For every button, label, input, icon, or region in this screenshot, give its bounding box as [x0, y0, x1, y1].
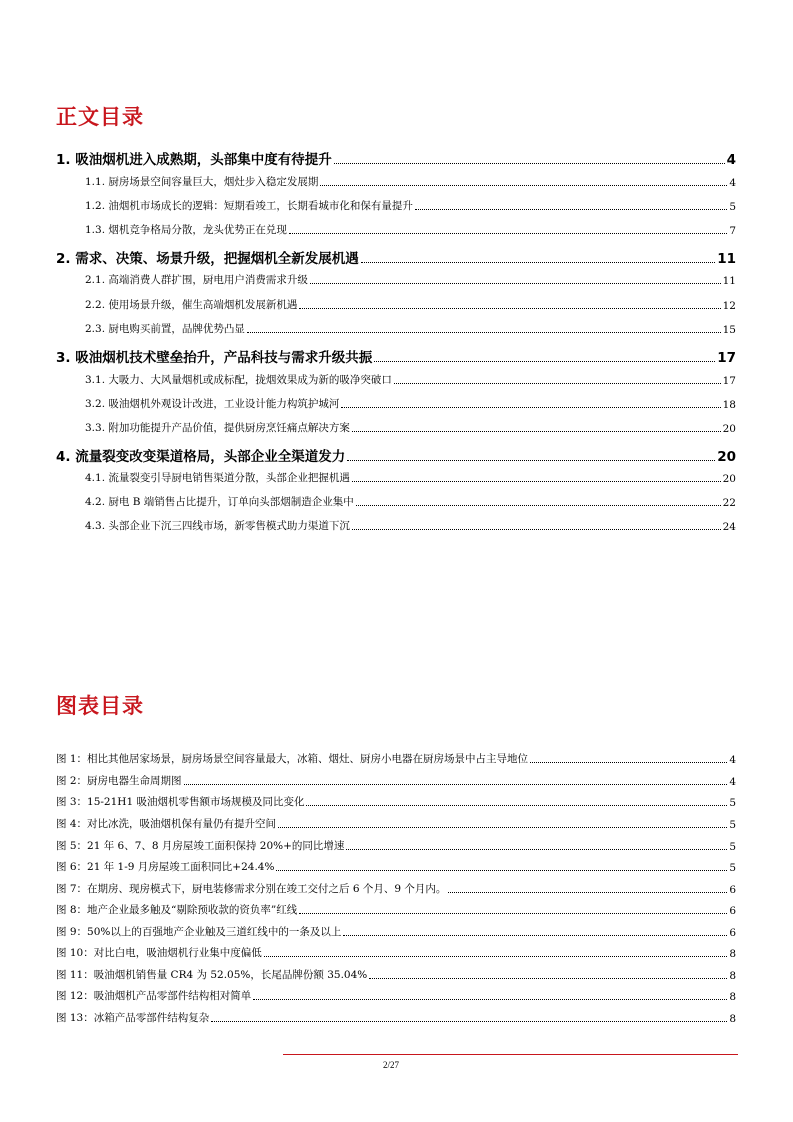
figure-entry[interactable] [56, 881, 736, 896]
toc-section-entry-label: 3.2. 吸油烟机外观设计改进，工业设计能力构筑护城河 [85, 398, 340, 410]
figure-entry[interactable] [56, 773, 736, 788]
toc-section-entry-page-number: 24 [722, 521, 736, 533]
toc-section-entry[interactable] [56, 420, 736, 435]
dot-leader [415, 209, 727, 210]
toc-section-entry-label: 4.3. 头部企业下沉三四线市场，新零售模式助力渠道下沉 [85, 520, 350, 532]
toc-section-entry-page-number: 18 [722, 399, 736, 411]
dot-leader [289, 233, 727, 234]
toc-section-entry-label: 3.3. 附加功能提升产品价值，提供厨房烹饪痛点解决方案 [85, 422, 350, 434]
toc-section-entry[interactable] [56, 222, 736, 237]
figure-entry[interactable] [56, 988, 736, 1003]
figure-entry-label: 图 11：吸油烟机销售量 CR4 为 52.05%，长尾品牌份额 35.04% [56, 969, 368, 981]
figure-entry-label: 图 1：相比其他居家场景，厨房场景空间容量最大，冰箱、烟灶、厨房小电器在厨房场景中占主导地位 [56, 753, 529, 765]
dot-leader [361, 262, 715, 263]
toc-section-entry-page-number: 20 [722, 423, 736, 435]
figure-entry-page-number: 5 [729, 862, 736, 874]
dot-leader [374, 361, 715, 362]
dot-leader [356, 505, 721, 506]
dot-leader [346, 849, 727, 850]
dot-leader [310, 283, 721, 284]
toc-section-entry[interactable] [56, 396, 736, 411]
toc-section-entry-page-number: 5 [729, 201, 736, 213]
toc-section-entry[interactable] [56, 494, 736, 509]
figure-entry-page-number: 4 [729, 754, 736, 766]
toc-section-entry-page-number: 7 [729, 225, 736, 237]
figure-entry-label: 图 2：厨房电器生命周期图 [56, 775, 182, 787]
figure-entry-page-number: 5 [729, 819, 736, 831]
figure-entry-label: 图 7：在期房、现房模式下，厨电装修需求分别在竣工交付之后 6 个月、9 个月内。 [56, 883, 447, 895]
figure-entry[interactable] [56, 902, 736, 917]
dot-leader [343, 935, 727, 936]
toc-chapter-entry-page-number: 20 [717, 449, 736, 465]
figure-entry-label: 图 12：吸油烟机产品零部件结构相对简单 [56, 990, 252, 1002]
toc-section-entry-label: 1.2. 油烟机市场成长的逻辑：短期看竣工，长期看城市化和保有量提升 [85, 200, 413, 212]
toc-chapter-entry-label: 1. 吸油烟机进入成熟期，头部集中度有待提升 [56, 152, 332, 168]
toc-chapter-entry-page-number: 4 [726, 152, 736, 168]
figure-entry[interactable] [56, 967, 736, 982]
toc-section-entry-page-number: 17 [722, 375, 736, 387]
dot-leader [276, 870, 727, 871]
figure-entry-label: 图 3：15-21H1 吸油烟机零售额市场规模及同比变化 [56, 796, 305, 808]
footer-divider [283, 1054, 738, 1055]
toc-chapter-entry[interactable] [56, 148, 736, 168]
dot-leader [352, 529, 721, 530]
figure-entry-page-number: 8 [729, 970, 736, 982]
dot-leader [530, 762, 727, 763]
figure-entry[interactable] [56, 1010, 736, 1025]
figure-entry-label: 图 9：50%以上的百强地产企业触及三道红线中的一条及以上 [56, 926, 342, 938]
dot-leader [448, 892, 727, 893]
toc-section-entry-label: 1.3. 烟机竞争格局分散，龙头优势正在兑现 [85, 224, 287, 236]
toc-section-entry-label: 4.1. 流量裂变引导厨电销售渠道分散，头部企业把握机遇 [85, 472, 350, 484]
figure-entry-page-number: 6 [729, 884, 736, 896]
toc-section-entry-label: 2.3. 厨电购买前置，品牌优势凸显 [85, 323, 245, 335]
toc-section-entry-page-number: 20 [722, 473, 736, 485]
figure-entry-page-number: 6 [729, 905, 736, 917]
toc-section-entry-page-number: 22 [722, 497, 736, 509]
figure-entry[interactable] [56, 924, 736, 939]
toc-section-entry[interactable] [56, 518, 736, 533]
figure-entry[interactable] [56, 838, 736, 853]
dot-leader [299, 913, 727, 914]
toc-section-entry-page-number: 12 [722, 300, 736, 312]
toc-title: 正文目录 [56, 105, 144, 129]
figure-entry-page-number: 4 [729, 776, 736, 788]
toc-section-entry[interactable] [56, 321, 736, 336]
dot-leader [352, 481, 721, 482]
figure-entry-page-number: 8 [729, 1013, 736, 1025]
dot-leader [264, 956, 728, 957]
figure-entry-page-number: 8 [729, 991, 736, 1003]
dot-leader [341, 407, 720, 408]
dot-leader [352, 431, 721, 432]
toc-chapter-entry-label: 3. 吸油烟机技术壁垒抬升，产品科技与需求升级共振 [56, 350, 373, 366]
figure-entry[interactable] [56, 859, 736, 874]
toc-section-entry-label: 3.1. 大吸力、大风量烟机或成标配，拢烟效果成为新的吸净突破口 [85, 374, 392, 386]
dot-leader [334, 163, 725, 164]
figure-entry-label: 图 8：地产企业最多触及“剔除预收款的资负率”红线 [56, 904, 298, 916]
figure-entry-label: 图 13：冰箱产品零部件结构复杂 [56, 1012, 210, 1024]
toc-section-entry[interactable] [56, 174, 736, 189]
toc-section-entry-label: 4.2. 厨电 B 端销售占比提升，订单向头部烟制造企业集中 [85, 496, 354, 508]
toc-section-entry[interactable] [56, 198, 736, 213]
dot-leader [394, 383, 721, 384]
toc-section-entry[interactable] [56, 470, 736, 485]
dot-leader [184, 784, 728, 785]
toc-chapter-entry-label: 4. 流量裂变改变渠道格局，头部企业全渠道发力 [56, 449, 346, 465]
figure-entry-page-number: 6 [729, 927, 736, 939]
figure-entry-label: 图 10：对比白电，吸油烟机行业集中度偏低 [56, 947, 262, 959]
toc-chapter-entry[interactable] [56, 445, 736, 465]
toc-section-entry-page-number: 15 [722, 324, 736, 336]
toc-section-entry[interactable] [56, 297, 736, 312]
toc-section-entry-label: 1.1. 厨房场景空间容量巨大，烟灶步入稳定发展期 [85, 176, 319, 188]
toc-chapter-entry-page-number: 11 [717, 251, 736, 267]
figure-entry-label: 图 4：对比冰洗，吸油烟机保有量仍有提升空间 [56, 818, 277, 830]
figure-list-title: 图表目录 [56, 694, 144, 718]
figure-entry-page-number: 8 [729, 948, 736, 960]
dot-leader [211, 1021, 727, 1022]
figure-entry-page-number: 5 [729, 797, 736, 809]
dot-leader [369, 978, 727, 979]
toc-section-entry-label: 2.1. 高端消费人群扩围，厨电用户消费需求升级 [85, 274, 308, 286]
figure-entry[interactable] [56, 816, 736, 831]
dot-leader [299, 308, 720, 309]
toc-chapter-entry[interactable] [56, 346, 736, 366]
page-number: 2/27 [383, 1060, 400, 1070]
dot-leader [320, 185, 727, 186]
toc-section-entry-page-number: 11 [722, 275, 736, 287]
figure-entry-label: 图 5：21 年 6、7、8 月房屋竣工面积保持 20%+的同比增速 [56, 840, 345, 852]
dot-leader [253, 999, 727, 1000]
dot-leader [306, 805, 727, 806]
toc-section-entry[interactable] [56, 272, 736, 287]
dot-leader [278, 827, 727, 828]
toc-chapter-entry-page-number: 17 [717, 350, 736, 366]
figure-entry[interactable] [56, 945, 736, 960]
toc-chapter-entry-label: 2. 需求、决策、场景升级，把握烟机全新发展机遇 [56, 251, 359, 267]
figure-entry[interactable] [56, 751, 736, 766]
dot-leader [347, 460, 715, 461]
toc-chapter-entry[interactable] [56, 247, 736, 267]
toc-section-entry[interactable] [56, 372, 736, 387]
dot-leader [247, 332, 721, 333]
toc-section-entry-page-number: 4 [729, 177, 736, 189]
figure-entry-label: 图 6：21 年 1-9 月房屋竣工面积同比+24.4% [56, 861, 275, 873]
figure-entry[interactable] [56, 794, 736, 809]
toc-section-entry-label: 2.2. 使用场景升级，催生高端烟机发展新机遇 [85, 299, 298, 311]
figure-entry-page-number: 5 [729, 841, 736, 853]
